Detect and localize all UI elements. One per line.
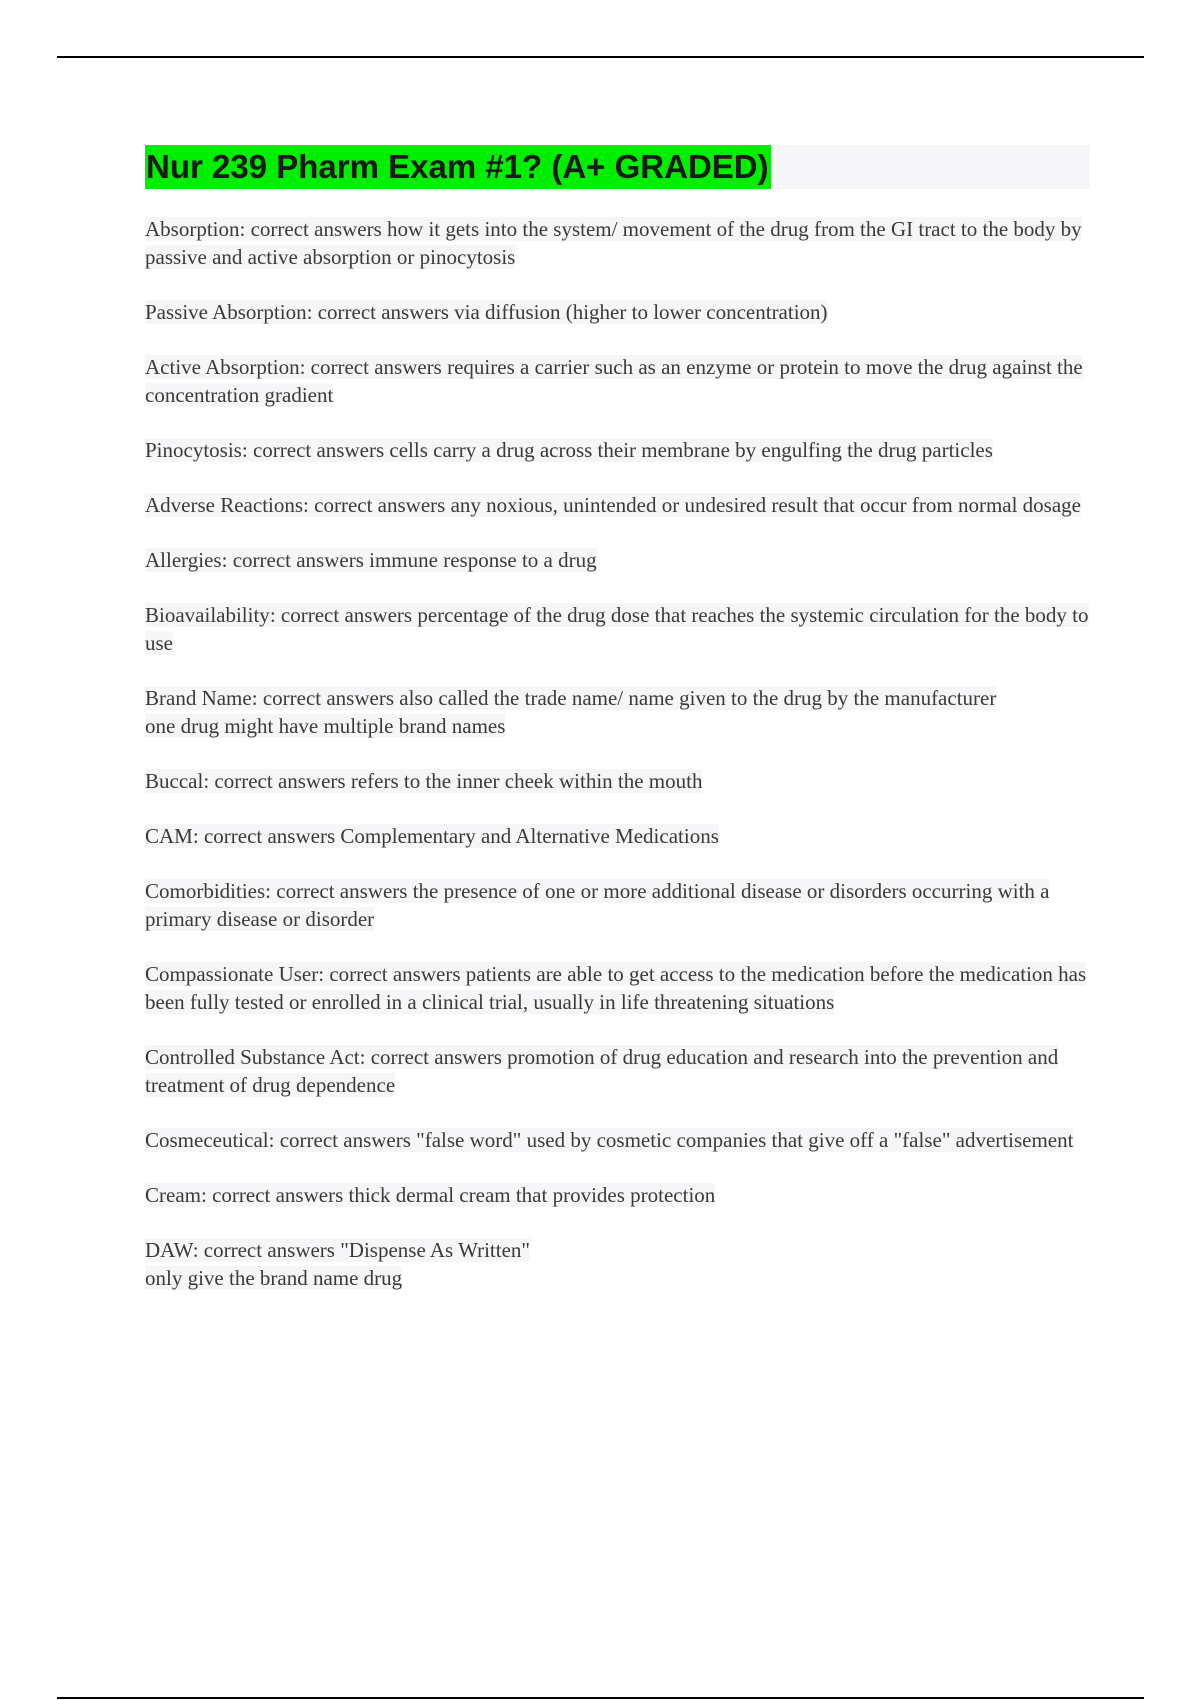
term-entry: Cream: correct answers thick dermal cream that provides protection <box>145 1183 716 1207</box>
term-entry: Absorption: correct answers how it gets into the system/ movement of the drug from the GI tract to the body by passive and active absorption or pinocytosis <box>145 217 1082 269</box>
answer-label: correct answers <box>276 879 408 903</box>
term-entry: Pinocytosis: correct answers cells carry a drug across their membrane by engulfing the drug particles <box>145 438 993 462</box>
term-definition: any noxious, unintended or undesired result that occur from normal dosage <box>450 493 1081 517</box>
term-definition: "false word" used by cosmetic companies that give off a "false" advertisement <box>416 1128 1074 1152</box>
answer-label: correct answers <box>203 1238 335 1262</box>
term-name: DAW <box>145 1238 193 1262</box>
term-name: Passive Absorption <box>145 300 307 324</box>
term-definition: via diffusion (higher to lower concentration) <box>454 300 828 324</box>
answer-label: correct answers <box>203 824 336 848</box>
answer-label: correct answers <box>279 1128 411 1152</box>
top-rule <box>57 56 1144 58</box>
term-name: Adverse Reactions <box>145 493 304 517</box>
answer-label: correct answers <box>280 603 413 627</box>
answer-label: correct answers <box>250 217 382 241</box>
term-definition: percentage of the drug dose that reaches the systemic circulation for the body to use <box>145 603 1089 655</box>
term-name: Comorbidities <box>145 879 266 903</box>
term-name: Controlled Substance Act <box>145 1045 360 1069</box>
term-list <box>145 215 1090 1292</box>
answer-label: correct answers <box>252 438 385 462</box>
term-definition: the presence of one or more additional disease or disorders occurring with a primary disease or disorder <box>145 879 1050 931</box>
answer-label: correct answers <box>370 1045 502 1069</box>
term-definition: "Dispense As Written" <box>340 1238 530 1262</box>
term-entry: Allergies: correct answers immune response to a drug <box>145 548 597 572</box>
term-name: CAM <box>145 824 193 848</box>
term-name: Brand Name <box>145 686 252 710</box>
term-name: Compassionate User <box>145 962 319 986</box>
term-entry: Active Absorption: correct answers requires a carrier such as an enzyme or protein to move the drug against the concentration gradient <box>145 355 1083 407</box>
document-title: Nur 239 Pharm Exam #1? (A+ GRADED) <box>145 145 771 189</box>
term-entry: Bioavailability: correct answers percentage of the drug dose that reaches the systemic circulation for the body to use <box>145 603 1089 655</box>
term-definition: cells carry a drug across their membrane by engulfing the drug particles <box>389 438 993 462</box>
term-definition: immune response to a drug <box>369 548 597 572</box>
term-entry: CAM: correct answers Complementary and Alternative Medications <box>145 824 719 848</box>
term-entry: DAW: correct answers "Dispense As Written" only give the brand name drug <box>145 1238 530 1290</box>
term-definition: Complementary and Alternative Medications <box>340 824 719 848</box>
term-extra-line: one drug might have multiple brand names <box>145 714 506 738</box>
term-entry: Compassionate User: correct answers patients are able to get access to the medication before the medication has been fully tested or enrolled in a clinical trial, usually in life threatening situations <box>145 962 1087 1014</box>
term-entry: Brand Name: correct answers also called the trade name/ name given to the drug by the manufacturer one drug might have multiple brand names <box>145 686 997 738</box>
term-name: Cream <box>145 1183 201 1207</box>
term-name: Cosmeceutical <box>145 1128 269 1152</box>
term-entry: Controlled Substance Act: correct answers promotion of drug education and research into the prevention and treatment of drug dependence <box>145 1045 1059 1097</box>
title-band <box>145 145 1090 189</box>
term-entry: Comorbidities: correct answers the presence of one or more additional disease or disorders occurring with a primary disease or disorder <box>145 879 1050 931</box>
term-name: Bioavailability <box>145 603 270 627</box>
term-entry: Adverse Reactions: correct answers any noxious, unintended or undesired result that occur from normal dosage <box>145 493 1081 517</box>
term-definition: promotion of drug education and research into the prevention and treatment of drug dependence <box>145 1045 1059 1097</box>
answer-label: correct answers <box>212 1183 344 1207</box>
term-entry: Buccal: correct answers refers to the inner cheek within the mouth <box>145 769 703 793</box>
term-name: Allergies <box>145 548 222 572</box>
term-definition: how it gets into the system/ movement of the drug from the GI tract to the body by passive and active absorption or pinocytosis <box>145 217 1082 269</box>
answer-label: correct answers <box>329 962 461 986</box>
term-name: Active Absorption <box>145 355 300 379</box>
bottom-rule <box>57 1697 1144 1699</box>
term-definition: thick dermal cream that provides protection <box>348 1183 716 1207</box>
term-definition: also called the trade name/ name given to the drug by the manufacturer <box>399 686 997 710</box>
answer-label: correct answers <box>214 769 346 793</box>
term-definition: refers to the inner cheek within the mouth <box>350 769 703 793</box>
document-page <box>145 145 1090 1319</box>
answer-label: correct answers <box>314 493 446 517</box>
term-name: Pinocytosis <box>145 438 242 462</box>
term-entry: Cosmeceutical: correct answers "false word" used by cosmetic companies that give off a "false" advertisement <box>145 1128 1074 1152</box>
term-extra-line: only give the brand name drug <box>145 1266 403 1290</box>
answer-label: correct answers <box>310 355 442 379</box>
term-name: Absorption <box>145 217 240 241</box>
answer-label: correct answers <box>232 548 364 572</box>
term-definition: patients are able to get access to the medication before the medication has been fully tested or enrolled in a clinical trial, usually in life threatening situations <box>145 962 1087 1014</box>
term-definition: requires a carrier such as an enzyme or protein to move the drug against the concentration gradient <box>145 355 1083 407</box>
term-name: Buccal <box>145 769 204 793</box>
answer-label: correct answers <box>262 686 394 710</box>
term-entry: Passive Absorption: correct answers via diffusion (higher to lower concentration) <box>145 300 828 324</box>
answer-label: correct answers <box>317 300 449 324</box>
